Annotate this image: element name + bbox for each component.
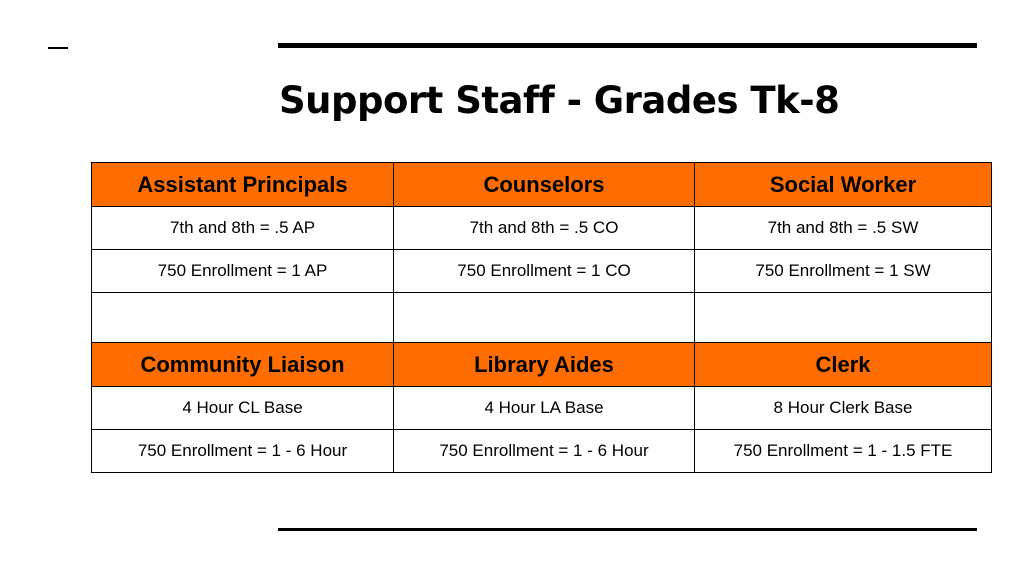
table-cell-empty	[92, 293, 394, 343]
table-cell-empty	[394, 293, 695, 343]
table-cell: 8 Hour Clerk Base	[695, 387, 992, 430]
table-row-empty	[92, 293, 992, 343]
table-cell: 750 Enrollment = 1 CO	[394, 250, 695, 293]
bottom-rule	[278, 528, 977, 531]
header-cell-clerk: Clerk	[695, 343, 992, 387]
table-cell: 750 Enrollment = 1 AP	[92, 250, 394, 293]
table-cell: 750 Enrollment = 1 - 6 Hour	[92, 430, 394, 473]
top-rule	[278, 43, 977, 48]
table-cell-empty	[695, 293, 992, 343]
table-cell: 750 Enrollment = 1 SW	[695, 250, 992, 293]
table-cell: 7th and 8th = .5 AP	[92, 207, 394, 250]
header-cell-community-liaison: Community Liaison	[92, 343, 394, 387]
header-cell-assistant-principals: Assistant Principals	[92, 163, 394, 207]
header-cell-social-worker: Social Worker	[695, 163, 992, 207]
slide-title: Support Staff - Grades Tk-8	[279, 79, 840, 122]
corner-dash-decoration	[48, 47, 68, 49]
table-cell: 7th and 8th = .5 SW	[695, 207, 992, 250]
table-cell: 7th and 8th = .5 CO	[394, 207, 695, 250]
table-cell: 4 Hour CL Base	[92, 387, 394, 430]
support-staff-table	[91, 162, 992, 473]
table-row	[92, 430, 992, 473]
table-cell: 750 Enrollment = 1 - 6 Hour	[394, 430, 695, 473]
table-row	[92, 207, 992, 250]
table-header-row	[92, 163, 992, 207]
table-row	[92, 250, 992, 293]
header-cell-library-aides: Library Aides	[394, 343, 695, 387]
header-cell-counselors: Counselors	[394, 163, 695, 207]
table-header-row	[92, 343, 992, 387]
table-cell: 750 Enrollment = 1 - 1.5 FTE	[695, 430, 992, 473]
table-row	[92, 387, 992, 430]
table-cell: 4 Hour LA Base	[394, 387, 695, 430]
